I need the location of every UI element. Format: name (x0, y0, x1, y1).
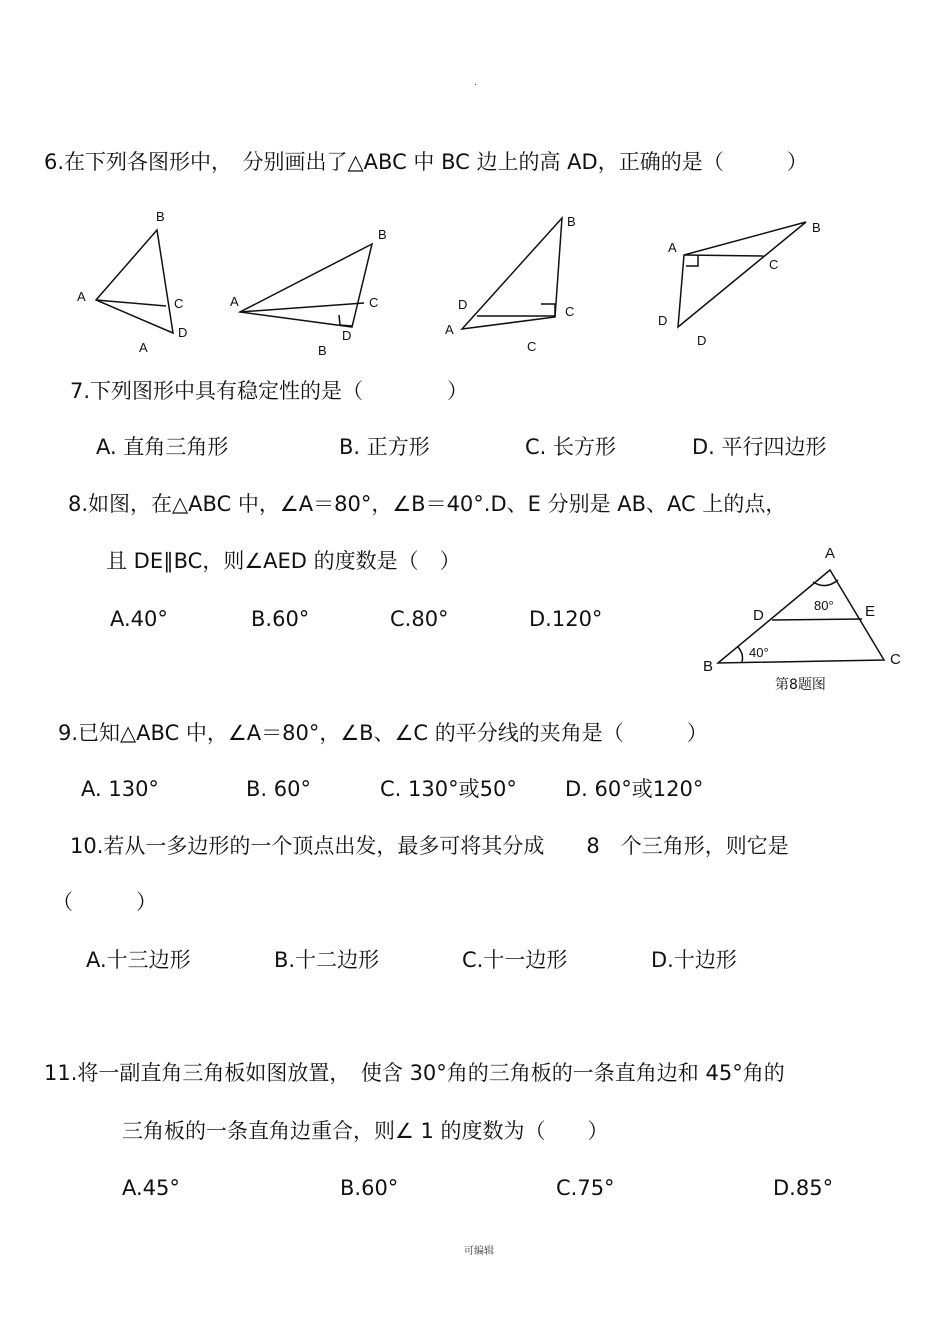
q6-fig3-label-c2: C (527, 339, 537, 354)
q6-fig1-label-a: A (77, 289, 86, 304)
q10-option-b: B.十二边形 (274, 948, 380, 972)
question-11-line2: 三角板的一条直角边重合，则∠ 1 的度数为（ ） (122, 1119, 609, 1143)
q10-option-a: A.十三边形 (86, 948, 191, 972)
q6-fig3-label-c: C (565, 304, 575, 319)
question-10-line1: 10.若从一多边形的一个顶点出发，最多可将其分成 8 个三角形，则它是 (70, 834, 789, 858)
q6-fig1-label-d: D (178, 325, 188, 340)
q7-option-d: D. 平行四边形 (692, 435, 827, 459)
q11-option-a: A.45° (122, 1176, 180, 1200)
q8-figure-shape (718, 570, 884, 663)
q6-figure-1-shape (96, 230, 173, 333)
q8-option-d: D.120° (529, 607, 603, 631)
q7-option-b: B. 正方形 (339, 435, 430, 459)
q6-fig4-label-b: B (812, 220, 821, 235)
question-6-text: 6.在下列各图形中， 分别画出了△ABC 中 BC 边上的高 AD，正确的是（ ） (44, 150, 808, 174)
footer-note: 可编辑 (464, 1246, 494, 1257)
q11-option-b: B.60° (340, 1176, 399, 1200)
q8-fig-label-e: E (865, 603, 876, 620)
q6-fig4-label-d: D (658, 313, 668, 328)
q6-fig3-label-d: D (458, 297, 468, 312)
q7-option-c: C. 长方形 (525, 435, 617, 459)
q8-option-b: B.60° (251, 607, 310, 631)
q11-option-d: D.85° (773, 1176, 834, 1200)
q9-option-a: A. 130° (81, 777, 159, 801)
q8-fig-angle-a: 80° (814, 598, 834, 613)
q10-option-c: C.十一边形 (462, 948, 568, 972)
q6-fig4-label-d2: D (697, 333, 707, 348)
q9-option-c: C. 130°或50° (380, 777, 517, 801)
q6-fig1-label-c: C (174, 296, 184, 311)
q6-figure-3-shape (462, 218, 562, 329)
q11-option-c: C.75° (556, 1176, 615, 1200)
question-8-line2: 且 DE∥BC，则∠AED 的度数是（ ） (106, 549, 461, 573)
q8-fig-label-c: C (890, 651, 901, 668)
question-8-line1: 8.如图，在△ABC 中，∠A＝80°，∠B＝40°.D、E 分别是 AB、AC 上的点， (68, 492, 787, 516)
q6-fig2-label-b2: B (318, 343, 327, 358)
q6-fig3-label-b: B (567, 214, 576, 229)
q6-fig2-label-a: A (230, 294, 239, 309)
top-mark: · (474, 80, 478, 91)
q6-fig3-label-a: A (445, 322, 454, 337)
q9-option-d: D. 60°或120° (565, 777, 704, 801)
q6-fig1-label-b: B (156, 209, 165, 224)
q9-option-b: B. 60° (246, 777, 311, 801)
q6-figure-2-shape (240, 244, 372, 327)
q8-fig-label-b: B (703, 658, 714, 675)
q10-option-d: D.十边形 (651, 948, 737, 972)
q8-fig-angle-b: 40° (749, 645, 769, 660)
q8-fig-label-d: D (753, 607, 764, 624)
q6-figure-4-shape (678, 222, 806, 327)
question-11-line1: 11.将一副直角三角板如图放置， 使含 30°角的三角板的一条直角边和 45°角的 (44, 1061, 785, 1085)
q6-fig4-label-a: A (668, 240, 677, 255)
q6-fig2-label-d: D (342, 328, 352, 343)
q7-option-a: A. 直角三角形 (96, 435, 229, 459)
q6-fig2-label-c: C (369, 295, 379, 310)
q6-fig4-label-c: C (769, 257, 779, 272)
question-9-text: 9.已知△ABC 中，∠A＝80°，∠B、∠C 的平分线的夹角是（ ） (58, 721, 708, 745)
q6-fig2-label-b: B (378, 227, 387, 242)
question-10-line2: （ ） (52, 890, 157, 914)
q8-option-c: C.80° (390, 607, 449, 631)
q8-option-a: A.40° (110, 607, 168, 631)
q8-figure-caption: 第8题图 (775, 677, 826, 693)
q6-fig1-label-a2: A (139, 340, 148, 355)
q8-fig-label-a: A (825, 545, 836, 562)
question-7-text: 7.下列图形中具有稳定性的是（ ） (70, 379, 469, 403)
